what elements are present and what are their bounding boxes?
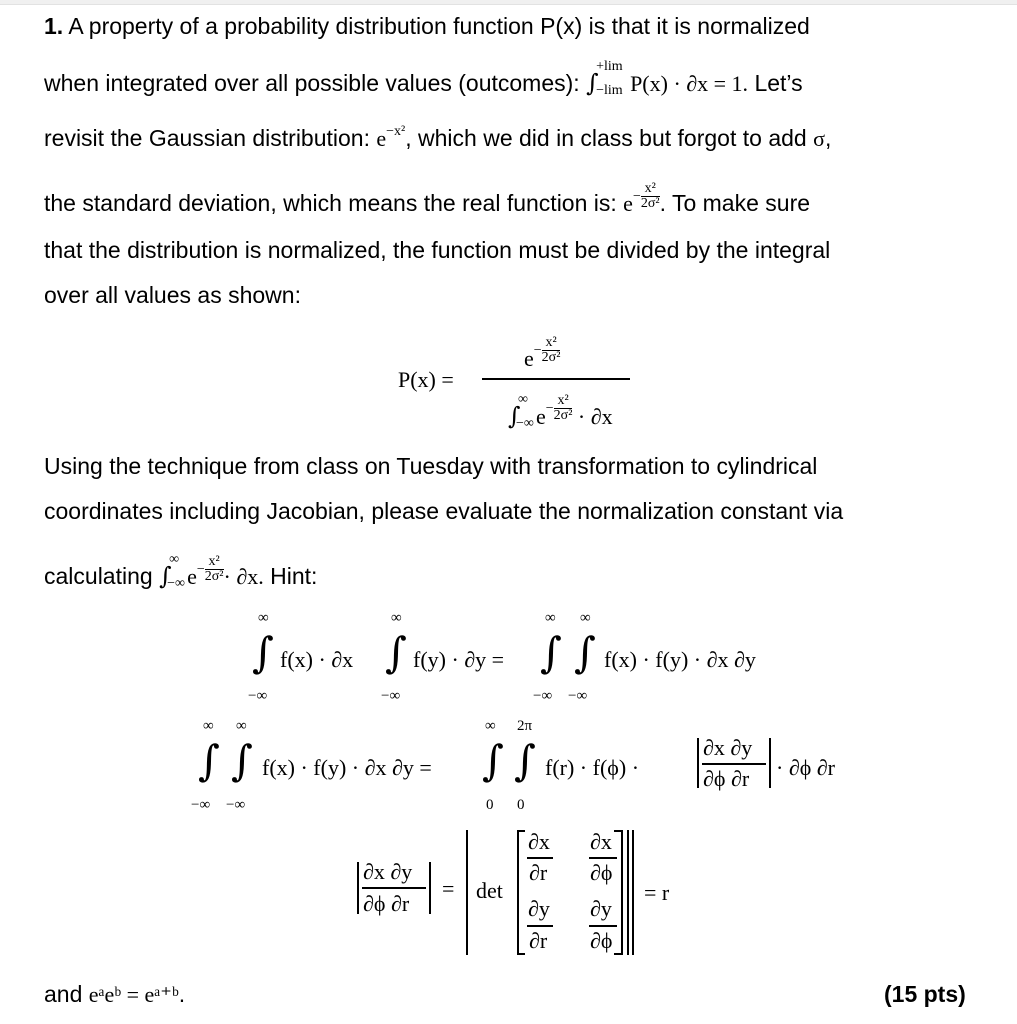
limit-neg-inf: −∞ xyxy=(568,688,588,704)
line-3-end: , xyxy=(824,125,832,151)
abs-bar-right xyxy=(429,862,431,914)
minus-sign: − xyxy=(196,562,205,577)
fy-dy: f(y) · ∂y = xyxy=(413,647,505,672)
jacobian-denominator: ∂ϕ ∂r xyxy=(703,766,750,791)
line-4-end: . To make sure xyxy=(659,190,811,216)
limit-neg-inf: −∞ xyxy=(381,688,401,704)
det-bar-left xyxy=(466,830,468,955)
integral-sign: ∫ xyxy=(198,736,220,785)
limit-zero: 0 xyxy=(486,797,494,813)
text-line-1 xyxy=(44,13,810,40)
integral-sign: ∫ xyxy=(540,628,562,677)
abs-bar-right xyxy=(769,738,771,788)
text-line-4 xyxy=(44,180,811,223)
px-fraction-bar xyxy=(482,378,630,380)
abs-bar-left xyxy=(357,862,359,914)
abs-bar-left xyxy=(697,738,699,788)
fxfy-dxdy: f(x) · f(y) · ∂x ∂y = xyxy=(262,755,432,780)
det-label: det xyxy=(476,878,503,903)
matrix-bracket-right-top xyxy=(614,830,622,832)
frac-numerator: x² xyxy=(205,555,224,571)
px-denominator xyxy=(508,392,613,436)
text-line-9 xyxy=(44,552,318,596)
text-line-8: coordinates including Jacobian, please evaluate the normalization constant via xyxy=(44,498,844,524)
upper-limit: ∞ xyxy=(518,392,528,407)
dx: · ∂x xyxy=(577,404,613,429)
limit-neg-inf: −∞ xyxy=(191,797,211,813)
e: e xyxy=(187,564,197,589)
hint-label: Hint: xyxy=(263,563,318,589)
matrix-num-21: ∂y xyxy=(528,896,550,921)
limit-inf: ∞ xyxy=(485,718,496,734)
matrix-bracket-left-top xyxy=(517,830,525,832)
line-3-text-2: , which we did in class but forgot to add xyxy=(405,125,814,151)
text-line-6: over all values as shown: xyxy=(44,282,301,308)
matrix-bar-21 xyxy=(527,925,553,927)
line-9-text: calculating xyxy=(44,563,160,589)
frac-numerator: x² xyxy=(542,336,561,352)
limit-neg-inf: −∞ xyxy=(533,688,553,704)
equals: = xyxy=(442,876,455,901)
intro-line-2: when integrated over all possible values (outcomes): xyxy=(44,70,587,96)
gaussian-e-2: e xyxy=(623,191,633,216)
dphi-dr: · ∂ϕ ∂r xyxy=(776,755,835,780)
matrix-bracket-right xyxy=(621,830,623,955)
px-numerator xyxy=(524,334,561,378)
limit-inf: ∞ xyxy=(545,610,556,626)
line-4-text: the standard deviation, which means the real function is: xyxy=(44,190,624,216)
integral-sign: ∫ xyxy=(586,69,599,97)
jacobian-denominator: ∂ϕ ∂r xyxy=(363,891,410,916)
intro-line-1: A property of a probability distribution function P(x) is that it is normalized xyxy=(68,13,810,39)
minus-sign: − xyxy=(533,343,542,358)
and-text: and xyxy=(44,981,89,1007)
limit-inf: ∞ xyxy=(203,718,214,734)
gaussian-exponent: −x² xyxy=(386,124,406,139)
matrix-den-12: ∂ϕ xyxy=(590,860,613,885)
text-line-last xyxy=(44,981,185,1008)
exponent-rule: eᵃeᵇ = eᵃ⁺ᵇ xyxy=(88,982,179,1007)
line-3-text: revisit the Gaussian distribution: xyxy=(44,125,377,151)
lower-limit: −∞ xyxy=(516,416,534,431)
limit-inf: ∞ xyxy=(236,718,247,734)
matrix-bar-22 xyxy=(589,925,617,927)
limit-zero: 0 xyxy=(517,797,525,813)
e: e xyxy=(524,346,534,371)
top-border xyxy=(0,0,1017,5)
text-line-7: Using the technique from class on Tuesday with transformation to cylindrical xyxy=(44,453,818,479)
det-bar-right xyxy=(627,830,629,955)
matrix-bracket-left-bottom xyxy=(517,953,525,955)
integral-sign: ∫ xyxy=(159,562,172,590)
frac-numerator: x² xyxy=(554,394,573,410)
integral-sign: ∫ xyxy=(514,736,536,785)
frac-numerator: x² xyxy=(641,182,660,198)
frac-denominator: 2σ² xyxy=(541,350,561,366)
jacobian-numerator: ∂x ∂y xyxy=(703,735,753,760)
matrix-den-22: ∂ϕ xyxy=(590,928,613,953)
limit-2pi: 2π xyxy=(517,718,533,734)
minus-sign: − xyxy=(545,401,554,416)
px-label: P(x) = xyxy=(398,367,454,392)
fr-fphi: f(r) · f(ϕ) · xyxy=(545,755,640,780)
text-line-3 xyxy=(44,125,831,152)
minus-sign: − xyxy=(632,189,641,204)
limit-inf: ∞ xyxy=(391,610,402,626)
text-line-5: that the distribution is normalized, the function must be divided by the integral xyxy=(44,237,831,263)
integral-sign: ∫ xyxy=(252,628,274,677)
jacobian-bar xyxy=(702,763,766,765)
upper-limit: +lim xyxy=(596,59,623,74)
matrix-num-11: ∂x xyxy=(528,829,550,854)
integral-sign: ∫ xyxy=(231,736,253,785)
lower-limit: −lim xyxy=(596,83,623,98)
integral-sign: ∫ xyxy=(385,628,407,677)
matrix-den-11: ∂r xyxy=(529,860,548,885)
e: e xyxy=(536,404,546,429)
sigma-symbol: σ xyxy=(813,126,825,151)
fxfy-dxdy: f(x) · f(y) · ∂x ∂y xyxy=(604,647,756,672)
matrix-bar-11 xyxy=(527,857,553,859)
limit-neg-inf: −∞ xyxy=(226,797,246,813)
matrix-den-21: ∂r xyxy=(529,928,548,953)
matrix-num-22: ∂y xyxy=(590,896,612,921)
matrix-bracket-right-bottom xyxy=(614,953,622,955)
matrix-num-12: ∂x xyxy=(590,829,612,854)
jacobian-bar xyxy=(362,887,426,889)
jacobian-numerator: ∂x ∂y xyxy=(363,859,413,884)
integral-sign: ∫ xyxy=(508,402,521,430)
abs-bar-outer-right xyxy=(632,830,634,955)
gaussian-e: e xyxy=(376,126,387,151)
period: . xyxy=(178,981,186,1007)
fx-dx: f(x) · ∂x xyxy=(280,647,354,672)
frac-denominator: 2σ² xyxy=(640,196,660,212)
frac-denominator: 2σ² xyxy=(204,569,224,585)
points-label: (15 pts) xyxy=(884,981,966,1007)
upper-limit: ∞ xyxy=(169,552,180,567)
frac-denominator: 2σ² xyxy=(553,408,573,424)
normalization-integrand: P(x) · ∂x = 1. xyxy=(630,71,749,96)
intro-line-2-end: Let’s xyxy=(748,70,803,96)
problem-number: 1. xyxy=(44,13,64,39)
limit-inf: ∞ xyxy=(580,610,591,626)
dx: · ∂x. xyxy=(223,564,264,589)
lower-limit: −∞ xyxy=(167,576,185,591)
text-line-2 xyxy=(44,59,803,98)
integral-sign: ∫ xyxy=(574,628,596,677)
matrix-bracket-left xyxy=(517,830,519,955)
integral-sign: ∫ xyxy=(482,736,504,785)
matrix-bar-12 xyxy=(589,857,617,859)
equals-r: = r xyxy=(644,880,670,905)
limit-inf: ∞ xyxy=(258,610,269,626)
limit-neg-inf: −∞ xyxy=(248,688,268,704)
